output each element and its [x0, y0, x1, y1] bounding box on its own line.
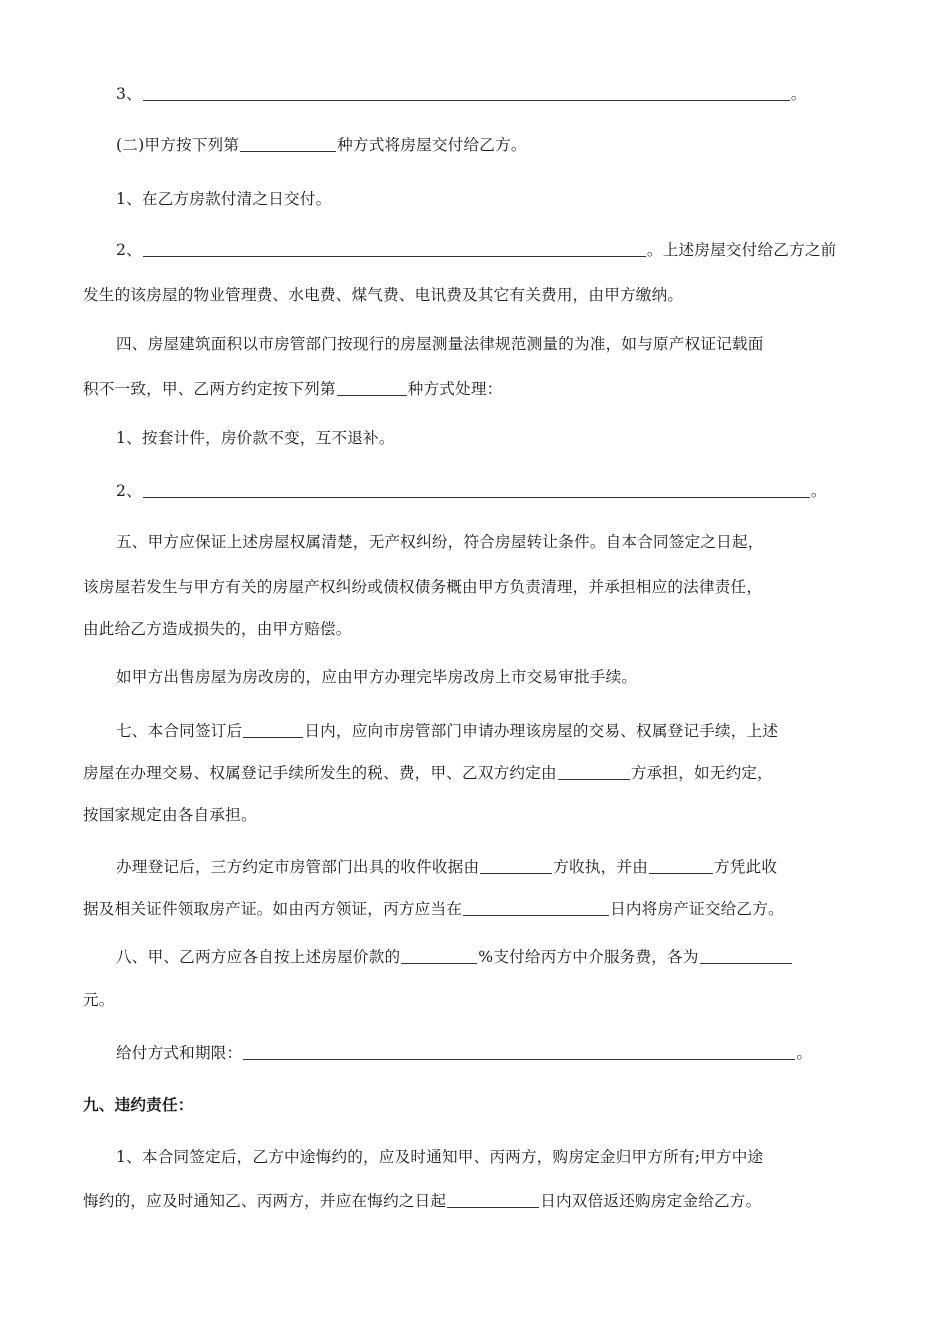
registration-line	[116, 852, 777, 882]
breach-clause-1: 1、本合同签定后，乙方中途悔约的，应及时通知甲、丙两方，购房定金归甲方所有;甲方中途	[116, 1148, 764, 1166]
line-text: (二)甲方按下列第	[116, 136, 240, 154]
blank-field	[700, 944, 792, 964]
delivery-option-2	[116, 235, 836, 265]
clause-number: 2、	[116, 241, 142, 259]
paragraph-line: 由此给乙方造成损失的，由甲方赔偿。	[83, 620, 352, 638]
line-text: 方承担，如无约定，	[630, 764, 773, 782]
line-text: 办理登记后，三方约定市房管部门出具的收件收据由	[116, 858, 480, 876]
line-text: 日内，应向市房管部门申请办理该房屋的交易、权属登记手续，上述	[304, 722, 779, 740]
line-text: 。	[810, 482, 827, 500]
paragraph-line: 如甲方出售房屋为房改房的，应由甲方办理完毕房改房上市交易审批手续。	[116, 668, 638, 686]
clause-eight-title	[116, 942, 793, 972]
blank-field	[243, 1040, 795, 1060]
line-text: 。	[796, 1044, 813, 1062]
line-text: 七、本合同签订后	[116, 722, 243, 740]
line-text: 种方式处理：	[407, 380, 503, 398]
area-option-2	[116, 476, 827, 506]
area-option-1: 1、按套计件，房价款不变，互不退补。	[116, 429, 395, 447]
paragraph-line	[83, 374, 502, 404]
clause-five-title: 五、甲方应保证上述房屋权属清楚，无产权纠纷，符合房屋转让条件。自本合同签定之日起，	[116, 533, 764, 551]
paragraph-line	[83, 894, 784, 924]
blank-field	[240, 132, 336, 152]
clause-line-3	[116, 79, 807, 109]
blank-field	[143, 81, 790, 101]
blank-field	[401, 944, 477, 964]
paragraph-line	[83, 758, 773, 788]
line-text: 房屋在办理交易、权属登记手续所发生的税、费，甲、乙双方约定由	[83, 764, 557, 782]
blank-field	[447, 1188, 539, 1208]
line-text: 据及相关证件领取房产证。如由丙方领证，丙方应当在	[83, 900, 463, 918]
clause-number: 3、	[116, 85, 142, 103]
line-text: 。上述房屋交付给乙方之前	[646, 241, 837, 259]
paragraph-line: 发生的该房屋的物业管理费、水电费、煤气费、电讯费及其它有关费用，由甲方缴纳。	[83, 286, 684, 304]
delivery-option-1: 1、在乙方房款付清之日交付。	[116, 190, 332, 208]
line-text: 积不一致，甲、乙两方约定按下列第	[83, 380, 336, 398]
line-text: 。	[790, 85, 807, 103]
blank-field	[480, 854, 552, 874]
blank-field	[143, 478, 810, 498]
blank-field	[337, 376, 407, 396]
paragraph-line	[83, 1186, 761, 1216]
line-text: 方收执，并由	[553, 858, 649, 876]
paragraph-line: 按国家规定由各自承担。	[83, 806, 257, 824]
line-text: 种方式将房屋交付给乙方。	[337, 136, 527, 154]
line-text: 给付方式和期限：	[116, 1044, 243, 1062]
line-text: 方凭此收	[714, 858, 778, 876]
clause-seven-title	[116, 716, 778, 746]
line-text: 悔约的，应及时通知乙、丙两方，并应在悔约之日起	[83, 1192, 447, 1210]
blank-field	[143, 237, 646, 257]
payment-terms-line	[116, 1038, 812, 1068]
line-text: %支付给丙方中介服务费，各为	[478, 948, 699, 966]
line-text: 日内双倍返还购房定金给乙方。	[540, 1192, 762, 1210]
section-heading: 九、违约责任：	[83, 1096, 194, 1114]
delivery-method-line	[116, 130, 527, 160]
clause-four-title: 四、房屋建筑面积以市房管部门按现行的房屋测量法律规范测量的为准，如与原产权证记载面	[116, 335, 764, 353]
blank-field	[558, 760, 630, 780]
blank-field	[649, 854, 713, 874]
paragraph-line: 元。	[83, 991, 115, 1009]
blank-field	[243, 718, 303, 738]
line-text: 日内将房产证交给乙方。	[610, 900, 784, 918]
line-text: 八、甲、乙两方应各自按上述房屋价款的	[116, 948, 401, 966]
clause-number: 2、	[116, 482, 142, 500]
paragraph-line: 该房屋若发生与甲方有关的房屋产权纠纷或债权债务概由甲方负责清理，并承担相应的法律责任，	[83, 578, 763, 596]
blank-field	[463, 896, 609, 916]
